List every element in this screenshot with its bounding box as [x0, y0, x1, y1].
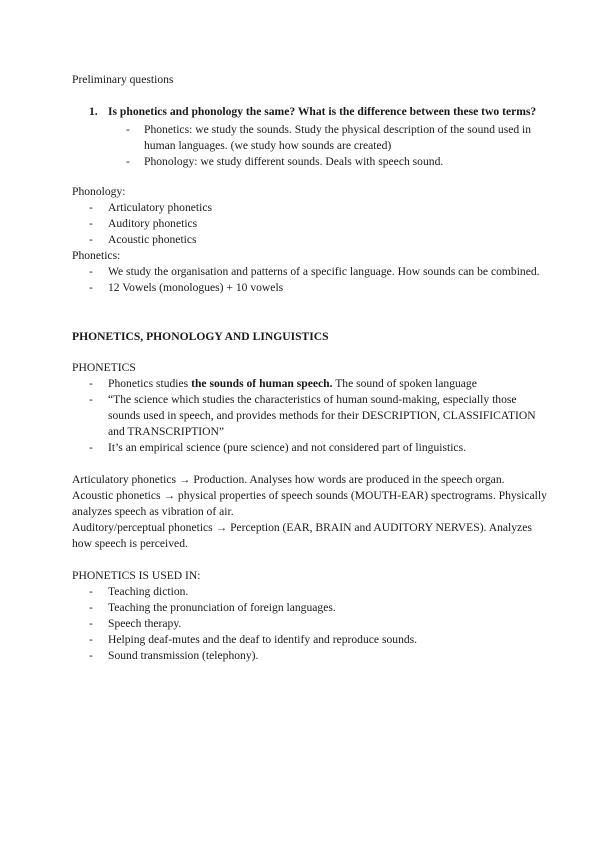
branch-acoustic: Acoustic phonetics → physical properties of speech sounds (MOUTH-EAR) spectrograms. Physically analyzes speech as vibration of air. — [72, 489, 547, 518]
list-item: - 12 Vowels (monologues) + 10 vowels — [89, 281, 284, 294]
list-item: - “The science which studies the characteristics of human sound-making, especially those sounds used in speech, and provides methods for their DESCRIPTION, CLASSIFICATION and TRANSCRIPTION” — [89, 393, 536, 438]
branch-articulatory: Articulatory phonetics → Production. Analyses how words are produced in the speech organ. — [72, 473, 505, 486]
question-number: 1. — [89, 105, 98, 118]
used-in-section — [72, 568, 532, 664]
list-item: - We study the organisation and patterns of a specific language. How sounds can be combined. — [89, 265, 540, 278]
page-title: Preliminary questions — [72, 73, 174, 86]
list-item: - Acoustic phonetics — [89, 233, 197, 246]
phonology-list — [72, 184, 532, 248]
list-item: - Speech therapy. — [89, 617, 182, 630]
phonetics-section — [72, 360, 542, 456]
list-item: - Helping deaf-mutes and the deaf to identify and reproduce sounds. — [89, 633, 418, 646]
list-item: - Articulatory phonetics — [89, 201, 212, 214]
list-item: - Sound transmission (telephony). — [89, 649, 259, 662]
question-answer: - Phonology: we study different sounds. Deals with speech sound. — [126, 155, 444, 168]
question-text: 1. Is phonetics and phonology the same? What is the difference between these two terms? — [89, 105, 537, 118]
phonetics-label: Phonetics: — [72, 249, 121, 262]
bold-phrase: the sounds of human speech. — [191, 377, 333, 390]
list-item: - Teaching diction. — [89, 585, 189, 598]
question-1 — [72, 104, 542, 170]
question-answer: - Phonetics: we study the sounds. Study the physical description of the sound used in human languages. (we study how sounds are created) — [126, 123, 532, 152]
phonetics-subheading: PHONETICS — [72, 361, 136, 374]
section-heading: PHONETICS, PHONOLOGY AND LINGUISTICS — [72, 330, 329, 343]
phonology-label: Phonology: — [72, 185, 126, 198]
phonetics-branches — [72, 472, 548, 552]
branch-auditory: Auditory/perceptual phonetics → Perception (EAR, BRAIN and AUDITORY NERVES). Analyzes how speech is perceived. — [72, 521, 532, 550]
list-item: - It’s an empirical science (pure science) and not considered part of linguistics. — [89, 441, 466, 454]
list-item: - Phonetics studies the sounds of human speech. The sound of spoken language — [89, 377, 477, 390]
phonetics-list — [72, 248, 542, 296]
used-in-heading: PHONETICS IS USED IN: — [72, 569, 201, 582]
list-item: - Auditory phonetics — [89, 217, 198, 230]
list-item: - Teaching the pronunciation of foreign languages. — [89, 601, 336, 614]
